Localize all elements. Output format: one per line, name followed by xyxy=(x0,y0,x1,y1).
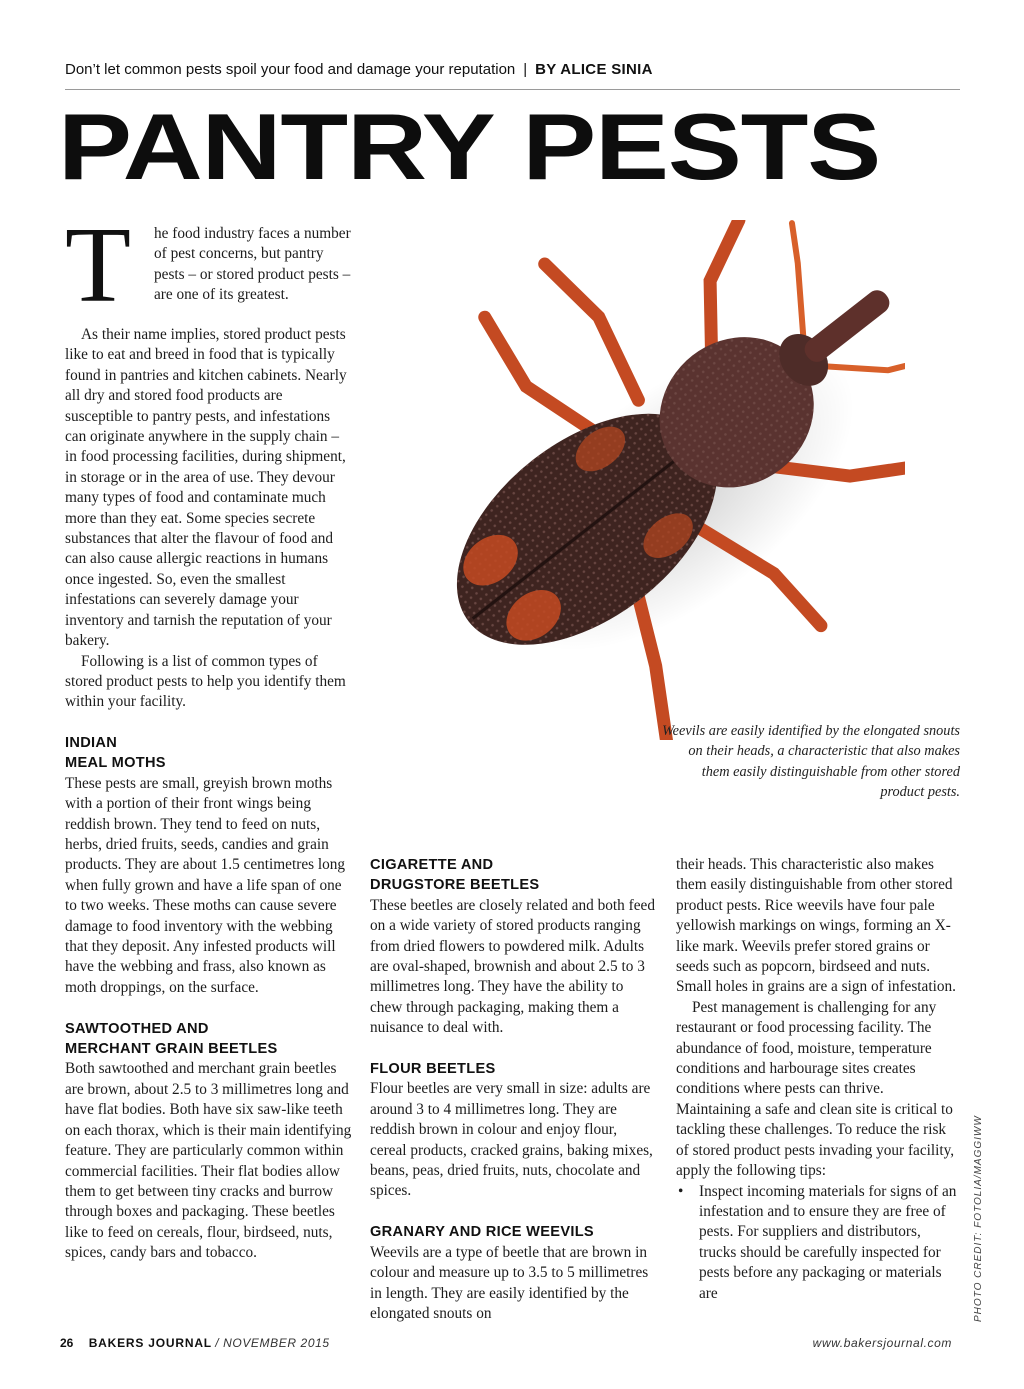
column-1-sections xyxy=(65,733,352,1264)
section-heading-cigarette-line2: DRUGSTORE BEETLES xyxy=(370,877,540,894)
weevils-continued-text: their heads. This characteristic also makes them easily distinguishable from other stored product pests. Rice weevils have four pale yellowish markings on wings, forming an X-like mark. Weevils prefer stored grains or seeds such as popcorn, birdseed and nuts. Small holes in grains are a sign of infestation. xyxy=(676,856,956,996)
section-text-weevils: Weevils are a type of beetle that are brown in colour and measure up to 3.5 to 5 millimetres in length. They are easily identified by the elongated snouts on xyxy=(370,1243,649,1322)
issue-date: / NOVEMBER 2015 xyxy=(215,1336,330,1350)
tip-text: Inspect incoming materials for signs of an infestation and to ensure they are free of pests. For suppliers and distributors, trucks should be carefully inspected for pests before any packaging or materials are xyxy=(699,1182,957,1302)
section-text-cigarette-beetles: These beetles are closely related and both feed on a wide variety of stored products ranging from dried flowers to powdered milk. Adults are oval-shaped, brownish and about 2.5 to 3 millimetres long. They have the ability to chew through packaging, making them a nuisance to deal with. xyxy=(370,896,655,1037)
page-number: 26 xyxy=(60,1336,74,1350)
list-item xyxy=(676,1182,961,1304)
pest-management-paragraph: Pest management is challenging for any restaurant or food processing facility. The abundance of food, moisture, temperature conditions and harbourage sites creates conditions where pests can thrive. Maintaining a safe and clean site is critical to tackling these challenges. To reduce the risk of stored product pests invading your facility, apply the following tips: xyxy=(676,998,955,1180)
section-heading-cigarette-line1: CIGARETTE AND xyxy=(370,857,494,873)
section-heading-indian-line2: MEAL MOTHS xyxy=(65,755,166,772)
footer-url: www.bakersjournal.com xyxy=(812,1336,952,1350)
article-tagline xyxy=(65,61,653,78)
drop-cap: T xyxy=(65,206,131,325)
article-headline: PANTRY PESTS xyxy=(58,94,881,199)
section-heading-sawtoothed-line2: MERCHANT GRAIN BEETLES xyxy=(65,1041,278,1058)
intro-first-text: he food industry faces a number of pest concerns, but pantry pests – or stored product pests – are one of its greatest. xyxy=(154,225,351,304)
intro-first-paragraph xyxy=(154,224,352,306)
photo-caption: Weevils are easily identified by the elongated snouts on their heads, a characteristic that also makes them easily distinguishable from other stored product pests. xyxy=(662,723,960,801)
section-text-flour-beetles: Flour beetles are very small in size: adults are around 3 to 4 millimetres long. They are reddish brown in colour and enjoy flour, cereal products, cracked grains, baking mixes, beans, peas, dried fruits, nuts, chocolate and spices. xyxy=(370,1080,653,1200)
footer-folio xyxy=(60,1336,330,1350)
intro-paragraph-2: As their name implies, stored product pests like to eat and breed in food that is typically found in pantries and kitchen cabinets. Nearly all dry and stored food products are susceptible to pantry pests, and infestations can originate anywhere in the supply chain – in food processing facilities, during shipment, in storage or in the area of use. They devour many types of food and contaminate much more than they eat. Some species secrete substances that alter the flavour of food and can also cause allergic reactions in humans once ingested. So, even the smallest infestations can severely damage your inventory and tarnish the reputation of your bakery. xyxy=(65,326,347,650)
column-2 xyxy=(370,855,655,1324)
bullet-icon: • xyxy=(678,1182,684,1200)
section-text-indian-meal-moths: These pests are small, greyish brown moths with a portion of their front wings being reddish brown. They tend to feed on nuts, herbs, dried fruits, seeds, candies and grain products. They are about 1.5 centimetres long when fully grown and have a life span of one to two weeks. These moths can cause severe damage to food inventory with the webbing that they deposit. Any infested products will have the webbing and frass, also known as moth droppings, on the surface. xyxy=(65,774,346,996)
photo-credit: PHOTO CREDIT: FOTOLIA/MAGGIWW xyxy=(973,1115,984,1322)
intro-body xyxy=(65,325,352,713)
section-heading-weevils: GRANARY AND RICE WEEVILS xyxy=(370,1224,594,1241)
tagline-text: Don’t let common pests spoil your food and damage your reputation xyxy=(65,61,516,78)
byline: BY ALICE SINIA xyxy=(535,61,653,78)
magazine-name: BAKERS JOURNAL xyxy=(88,1336,212,1350)
tagline-separator: | xyxy=(523,61,528,78)
tips-list xyxy=(676,1182,961,1304)
header-rule xyxy=(65,89,960,90)
section-heading-flour-beetles: FLOUR BEETLES xyxy=(370,1061,496,1078)
section-heading-sawtoothed-line1: SAWTOOTHED AND xyxy=(65,1020,209,1037)
section-heading-indian-line1: INDIAN xyxy=(65,735,118,751)
intro-paragraph-3: Following is a list of common types of stored product pests to help you identify them within your facility. xyxy=(65,652,346,711)
column-3 xyxy=(676,855,961,1304)
section-text-sawtoothed-beetles: Both sawtoothed and merchant grain beetles are brown, about 2.5 to 3 millimetres long and have flat bodies. Both have six saw-like teeth on each thorax, which is their main identifying feature. They are particularly common within commercial facilities. Their flat bodies allow them to get between tiny cracks and burrow through boxes and packaging. These beetles like to feed on cereals, flour, birdseed, nuts, spices, candy bars and tobacco. xyxy=(65,1060,352,1262)
weevil-photo xyxy=(395,220,905,740)
